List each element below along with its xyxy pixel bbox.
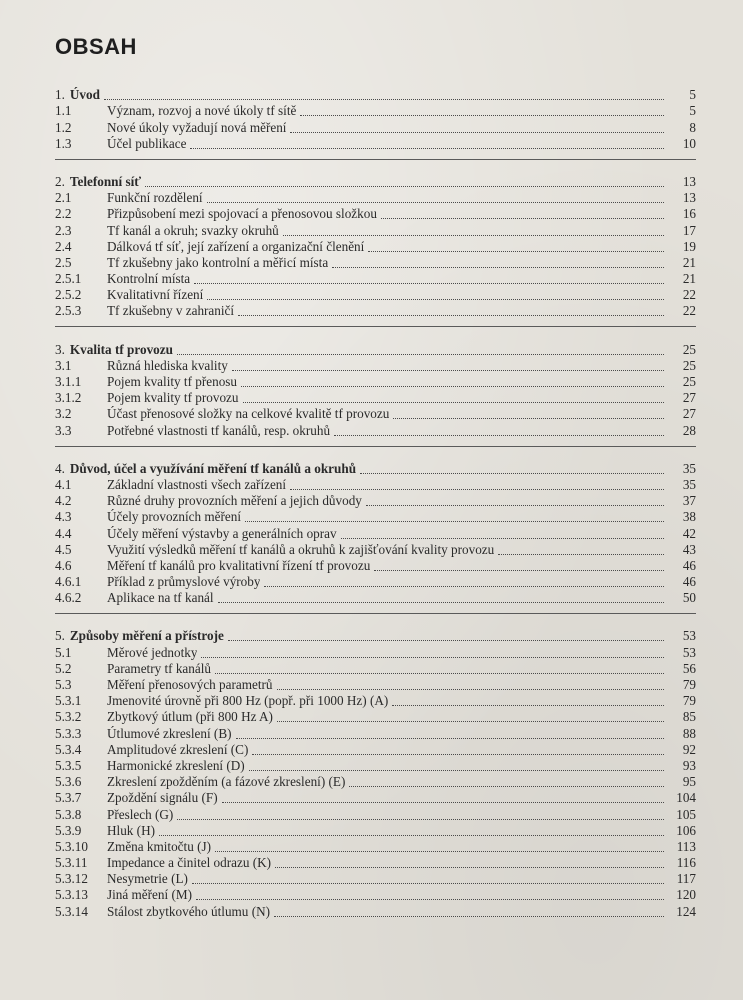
entry-title: Způsoby měření a přístroje xyxy=(69,628,224,644)
entry-page-number: 56 xyxy=(682,660,696,676)
dot-leader xyxy=(215,673,664,674)
entry-page-number: 117 xyxy=(676,871,696,887)
entry-number: 2. xyxy=(55,173,65,189)
dot-leader xyxy=(374,570,664,571)
entry-title: Zbytkový útlum (při 800 Hz A) xyxy=(107,709,273,725)
entry-title: Stálost zbytkového útlumu (N) xyxy=(107,903,270,919)
entry-page-number: 105 xyxy=(676,806,696,822)
entry-number: 5.3.5 xyxy=(55,757,82,773)
entry-page-number: 79 xyxy=(682,677,696,692)
entry-number: 2.4 xyxy=(55,238,72,254)
entry-page-number: 106 xyxy=(676,822,696,838)
entry-title: Pojem kvality tf přenosu xyxy=(107,374,238,389)
dot-leader xyxy=(228,640,664,641)
toc-entry xyxy=(55,903,696,919)
toc-section-heading xyxy=(55,87,696,103)
entry-number: 2.5.3 xyxy=(55,303,82,319)
toc-section-heading xyxy=(55,628,696,644)
entry-number: 3.3 xyxy=(55,422,72,438)
dot-leader xyxy=(145,186,664,187)
toc-section xyxy=(55,319,696,438)
entry-number: 2.5 xyxy=(55,254,72,270)
entry-page-number: 13 xyxy=(682,173,696,189)
toc-entry xyxy=(55,855,696,871)
entry-page-number: 21 xyxy=(682,254,696,270)
toc-entry xyxy=(55,103,696,119)
entry-title: Potřebné vlastnosti tf kanálů, resp. okruhů xyxy=(107,422,331,438)
entry-number: 5.3.8 xyxy=(55,806,82,822)
entry-number: 2.5.2 xyxy=(55,287,82,303)
entry-title: Funkční rozdělení xyxy=(107,190,203,206)
entry-page-number: 38 xyxy=(682,509,696,525)
entry-page-number: 27 xyxy=(682,390,696,406)
entry-number: 5.3.12 xyxy=(55,871,88,887)
page-title: OBSAH xyxy=(55,34,137,59)
entry-title: Impedance a činitel odrazu (K) xyxy=(107,855,272,871)
entry-number: 5.3.11 xyxy=(55,855,88,871)
entry-page-number: 5 xyxy=(689,87,696,103)
entry-page-number: 50 xyxy=(682,590,696,606)
entry-title: Účast přenosové složky na celkové kvalitě tf provozu xyxy=(107,406,390,422)
dot-leader xyxy=(241,386,664,387)
spacer xyxy=(55,447,696,461)
toc-entry xyxy=(55,590,696,606)
entry-page-number: 93 xyxy=(682,757,696,773)
toc-entry xyxy=(55,558,696,574)
toc-entry xyxy=(55,222,696,238)
toc-entry xyxy=(55,358,696,374)
toc-entry xyxy=(55,693,696,709)
entry-number: 3.1 xyxy=(55,357,72,373)
entry-number: 1.3 xyxy=(55,135,72,151)
entry-number: 5.3.6 xyxy=(55,774,82,790)
entry-title: Aplikace na tf kanál xyxy=(107,590,214,606)
spacer xyxy=(55,327,696,341)
dot-leader xyxy=(393,418,664,419)
entry-title: Měření tf kanálů pro kvalitativní řízení tf provozu xyxy=(107,557,371,573)
entry-title: Důvod, účel a využívání měření tf kanálů a okruhů xyxy=(69,460,357,476)
entry-title: Pojem kvality tf provozu xyxy=(107,390,239,406)
entry-title: Účel publikace xyxy=(107,135,187,151)
toc-section xyxy=(55,439,696,607)
entry-title: Hluk (H) xyxy=(107,822,155,838)
entry-number: 5.3.10 xyxy=(55,838,88,854)
dot-leader xyxy=(498,554,664,555)
toc-entry xyxy=(55,709,696,725)
entry-number: 2.5.1 xyxy=(55,271,82,287)
toc-section xyxy=(55,87,696,152)
entry-title: Různé druhy provozních měření a jejich důvody xyxy=(107,493,362,509)
toc-section-heading xyxy=(55,174,696,190)
entry-page-number: 35 xyxy=(682,476,696,492)
toc-entry xyxy=(55,677,696,693)
dot-leader xyxy=(290,489,664,490)
toc-entry xyxy=(55,871,696,887)
entry-title: Kvalitativní řízení xyxy=(107,287,204,303)
dot-leader xyxy=(275,867,664,868)
dot-leader xyxy=(252,754,664,755)
entry-page-number: 10 xyxy=(682,135,696,151)
entry-number: 5.3.4 xyxy=(55,741,82,757)
dot-leader xyxy=(196,899,664,900)
toc-entry xyxy=(55,406,696,422)
entry-title: Účely provozních měření xyxy=(107,509,242,525)
entry-page-number: 22 xyxy=(682,287,696,303)
entry-title: Amplitudové zkreslení (C) xyxy=(107,741,249,757)
entry-page-number: 37 xyxy=(682,493,696,509)
entry-number: 2.2 xyxy=(55,206,72,222)
entry-title: Význam, rozvoj a nové úkoly tf sítě xyxy=(107,103,297,119)
entry-title: Parametry tf kanálů xyxy=(107,660,211,676)
dot-leader xyxy=(232,370,664,371)
entry-page-number: 53 xyxy=(682,644,696,660)
toc-entry xyxy=(55,839,696,855)
dot-leader xyxy=(381,218,664,219)
entry-title: Tf kanál a okruh; svazky okruhů xyxy=(107,222,279,238)
entry-number: 2.1 xyxy=(55,190,72,206)
dot-leader xyxy=(368,251,664,252)
dot-leader xyxy=(334,435,664,436)
entry-title: Zkreslení zpožděním (a fázové zkreslení) (E) xyxy=(107,774,346,790)
entry-number: 3.2 xyxy=(55,406,72,422)
entry-page-number: 35 xyxy=(682,460,696,476)
toc-entry xyxy=(55,574,696,590)
toc-entry xyxy=(55,287,696,303)
entry-number: 1.2 xyxy=(55,119,72,135)
toc-entry xyxy=(55,742,696,758)
entry-number: 5.3.1 xyxy=(55,693,82,709)
dot-leader xyxy=(277,689,664,690)
entry-title: Různá hlediska kvality xyxy=(107,357,228,373)
entry-page-number: 16 xyxy=(682,206,696,222)
toc-entry xyxy=(55,758,696,774)
entry-title: Nesymetrie (L) xyxy=(107,871,188,887)
toc-entry xyxy=(55,725,696,741)
toc-entry xyxy=(55,823,696,839)
entry-title: Dálková tf síť, její zařízení a organizační členění xyxy=(107,238,365,254)
spacer xyxy=(55,160,696,174)
entry-page-number: 22 xyxy=(682,303,696,319)
entry-number: 4.6 xyxy=(55,557,72,573)
entry-title: Tf zkušebny v zahraničí xyxy=(107,303,235,319)
dot-leader xyxy=(264,586,664,587)
entry-title: Zpoždění signálu (F) xyxy=(107,790,218,806)
entry-title: Měrové jednotky xyxy=(107,644,198,660)
toc-entry xyxy=(55,661,696,677)
toc-section-heading xyxy=(55,341,696,357)
entry-page-number: 79 xyxy=(682,693,696,709)
entry-number: 3.1.2 xyxy=(55,390,82,406)
dot-leader xyxy=(249,770,664,771)
entry-number: 4.5 xyxy=(55,541,72,557)
toc-section xyxy=(55,606,696,919)
entry-page-number: 92 xyxy=(682,741,696,757)
dot-leader xyxy=(274,916,664,917)
dot-leader xyxy=(392,705,664,706)
entry-page-number: 120 xyxy=(676,887,696,903)
spacer xyxy=(55,606,696,613)
dot-leader xyxy=(366,505,664,506)
spacer xyxy=(55,614,696,628)
dot-leader xyxy=(192,883,664,884)
entry-title: Měření přenosových parametrů xyxy=(107,677,273,692)
dot-leader xyxy=(222,802,664,803)
dot-leader xyxy=(194,283,664,284)
entry-page-number: 46 xyxy=(682,557,696,573)
dot-leader xyxy=(341,538,664,539)
toc-entry xyxy=(55,239,696,255)
entry-page-number: 19 xyxy=(682,238,696,254)
dot-leader xyxy=(360,473,664,474)
entry-number: 1.1 xyxy=(55,103,72,119)
entry-page-number: 42 xyxy=(682,525,696,541)
entry-page-number: 104 xyxy=(676,790,696,806)
dot-leader xyxy=(245,521,664,522)
spacer xyxy=(55,152,696,159)
toc-entry xyxy=(55,119,696,135)
dot-leader xyxy=(236,738,664,739)
toc-entry xyxy=(55,390,696,406)
entry-number: 4.2 xyxy=(55,493,72,509)
entry-number: 5.3.9 xyxy=(55,822,82,838)
entry-page-number: 17 xyxy=(682,222,696,238)
entry-title: Jmenovité úrovně při 800 Hz (popř. při 1000 Hz) (A) xyxy=(107,693,389,709)
toc-entry xyxy=(55,271,696,287)
entry-page-number: 21 xyxy=(682,271,696,287)
entry-title: Změna kmitočtu (J) xyxy=(107,838,212,854)
entry-title: Kvalita tf provozu xyxy=(69,341,173,357)
entry-number: 5.3.2 xyxy=(55,709,82,725)
entry-number: 5.3.13 xyxy=(55,887,88,903)
entry-title: Harmonické zkreslení (D) xyxy=(107,757,245,773)
dot-leader xyxy=(190,148,664,149)
entry-number: 4. xyxy=(55,460,65,476)
toc-entry xyxy=(55,422,696,438)
entry-number: 5.3.7 xyxy=(55,790,82,806)
dot-leader xyxy=(218,602,664,603)
entry-page-number: 85 xyxy=(682,709,696,725)
dot-leader xyxy=(177,354,664,355)
toc-entry xyxy=(55,303,696,319)
entry-page-number: 27 xyxy=(682,406,696,422)
entry-page-number: 5 xyxy=(689,103,696,119)
entry-number: 4.3 xyxy=(55,509,72,525)
entry-number: 4.4 xyxy=(55,525,72,541)
toc-entry xyxy=(55,509,696,525)
entry-number: 5.3 xyxy=(55,677,72,692)
dot-leader xyxy=(283,235,664,236)
entry-page-number: 25 xyxy=(682,341,696,357)
entry-title: Účely měření výstavby a generálních oprav xyxy=(107,525,337,541)
toc-entry xyxy=(55,374,696,390)
entry-page-number: 53 xyxy=(682,628,696,644)
dot-leader xyxy=(207,299,664,300)
entry-title: Jiná měření (M) xyxy=(107,887,192,903)
entry-page-number: 43 xyxy=(682,541,696,557)
toc-entry xyxy=(55,136,696,152)
dot-leader xyxy=(300,115,664,116)
entry-number: 5.1 xyxy=(55,644,72,660)
toc-section xyxy=(55,152,696,320)
entry-title: Základní vlastnosti všech zařízení xyxy=(107,476,287,492)
entry-number: 2.3 xyxy=(55,222,72,238)
dot-leader xyxy=(207,202,664,203)
entry-number: 3. xyxy=(55,341,65,357)
entry-page-number: 8 xyxy=(689,119,696,135)
toc-entry xyxy=(55,806,696,822)
entry-page-number: 95 xyxy=(682,774,696,790)
toc-entry xyxy=(55,477,696,493)
entry-page-number: 28 xyxy=(682,422,696,438)
toc-entry xyxy=(55,542,696,558)
entry-title: Využití výsledků měření tf kanálů a okruhů k zajišťování kvality provozu xyxy=(107,541,495,557)
entry-number: 4.6.2 xyxy=(55,590,82,606)
dot-leader xyxy=(215,851,664,852)
dot-leader xyxy=(201,657,664,658)
toc-entry xyxy=(55,525,696,541)
toc-entry xyxy=(55,774,696,790)
entry-title: Přeslech (G) xyxy=(107,806,174,822)
toc-entry xyxy=(55,790,696,806)
entry-title: Nové úkoly vyžadují nová měření xyxy=(107,119,287,135)
entry-page-number: 88 xyxy=(682,725,696,741)
dot-leader xyxy=(332,267,664,268)
entry-number: 5.2 xyxy=(55,660,72,676)
spacer xyxy=(55,319,696,326)
entry-page-number: 46 xyxy=(682,574,696,590)
dot-leader xyxy=(290,132,664,133)
toc-entry xyxy=(55,887,696,903)
toc-section-heading xyxy=(55,461,696,477)
entry-page-number: 116 xyxy=(676,855,696,871)
entry-number: 5.3.3 xyxy=(55,725,82,741)
entry-title: Telefonní síť xyxy=(69,173,142,189)
entry-page-number: 113 xyxy=(676,838,696,854)
entry-page-number: 124 xyxy=(676,903,696,919)
entry-page-number: 25 xyxy=(682,374,696,389)
entry-title: Kontrolní místa xyxy=(107,271,191,287)
toc-entry xyxy=(55,644,696,660)
dot-leader xyxy=(159,835,664,836)
dot-leader xyxy=(349,786,664,787)
entry-title: Tf zkušebny jako kontrolní a měřicí místa xyxy=(107,254,329,270)
dot-leader xyxy=(177,819,664,820)
entry-number: 4.6.1 xyxy=(55,574,82,590)
entry-page-number: 25 xyxy=(682,357,696,373)
dot-leader xyxy=(277,721,664,722)
toc-entry xyxy=(55,206,696,222)
entry-title: Útlumové zkreslení (B) xyxy=(107,725,232,741)
toc-entry xyxy=(55,255,696,271)
entry-title: Příklad z průmyslové výroby xyxy=(107,574,261,590)
dot-leader xyxy=(104,99,664,100)
spacer xyxy=(55,439,696,446)
entry-number: 4.1 xyxy=(55,476,72,492)
toc-entry xyxy=(55,190,696,206)
entry-number: 5.3.14 xyxy=(55,903,88,919)
entry-title: Úvod xyxy=(69,87,100,103)
entry-page-number: 13 xyxy=(682,190,696,206)
entry-number: 3.1.1 xyxy=(55,374,82,389)
table-of-contents xyxy=(55,87,696,920)
entry-title: Přizpůsobení mezi spojovací a přenosovou složkou xyxy=(107,206,377,222)
entry-number: 1. xyxy=(55,87,65,103)
toc-entry xyxy=(55,493,696,509)
dot-leader xyxy=(243,402,665,403)
entry-number: 5. xyxy=(55,628,65,644)
dot-leader xyxy=(238,315,664,316)
